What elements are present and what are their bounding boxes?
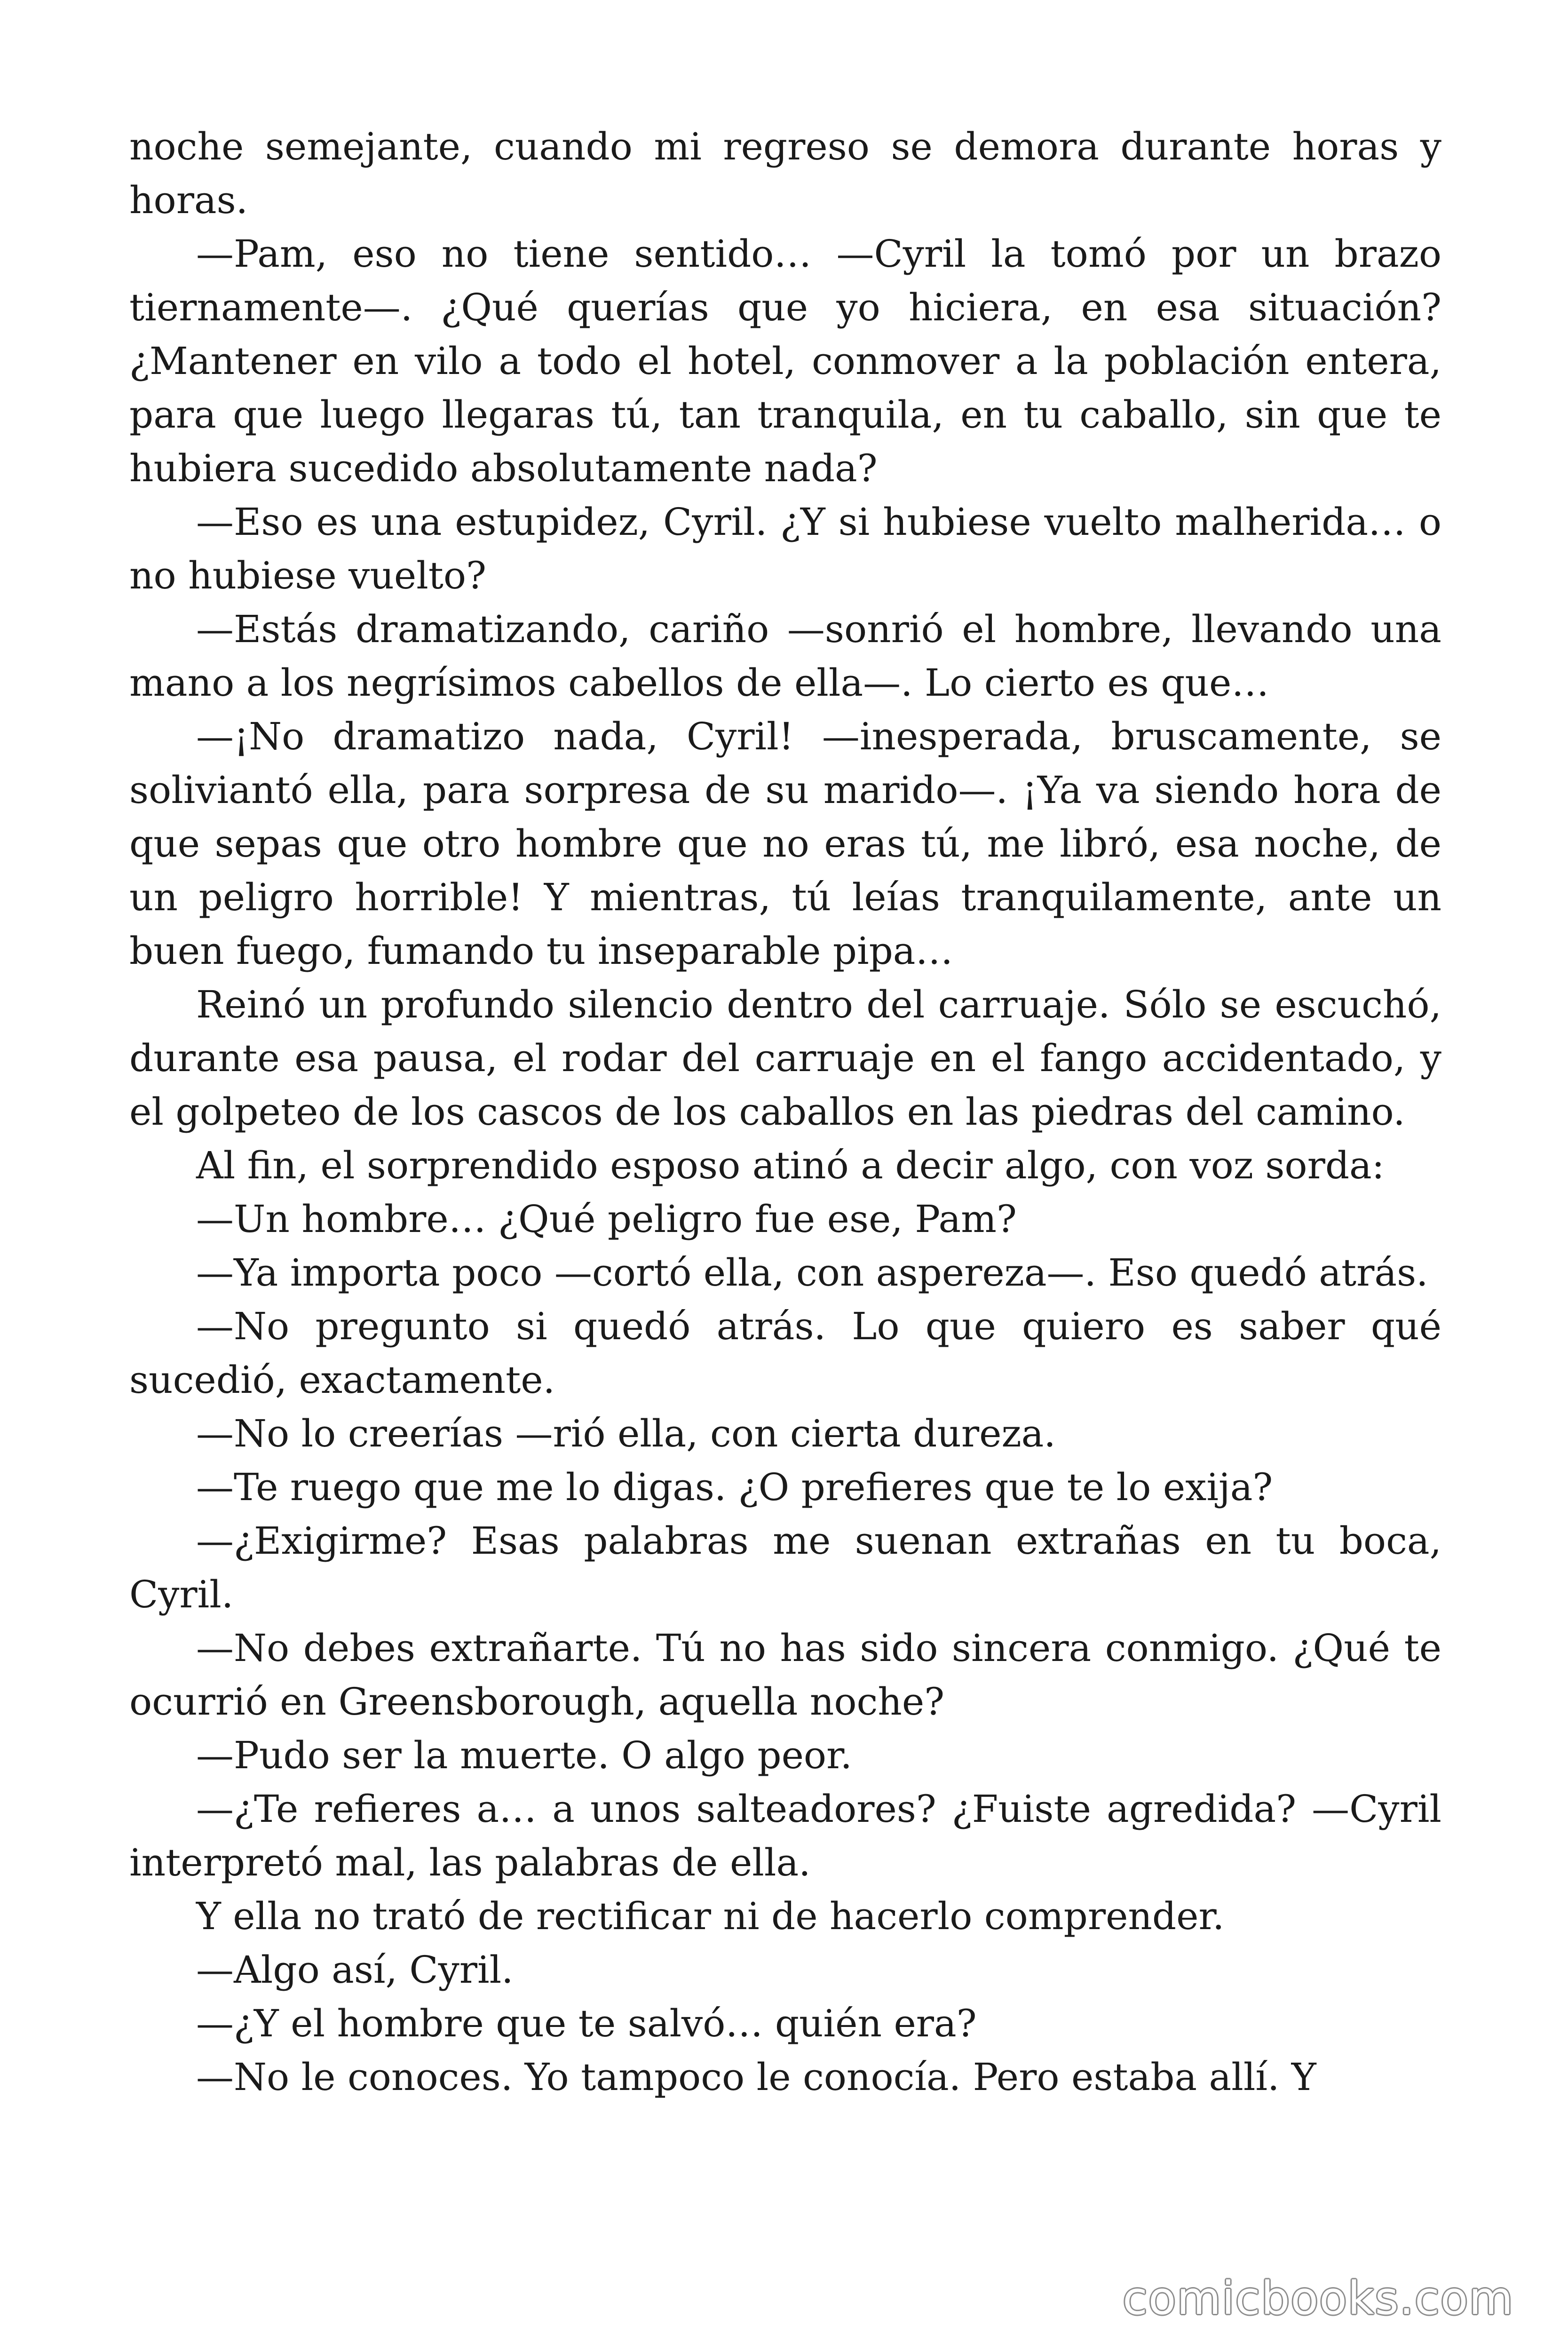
paragraph: —Eso es una estupidez, Cyril. ¿Y si hubiese vuelto malherida… o no hubiese vuelto? xyxy=(129,500,1441,597)
paragraph: Reinó un profundo silencio dentro del carruaje. Sólo se escuchó, durante esa pausa, el rodar del carruaje en el fango accidentado, y el golpeteo de los cascos de los caballos en las piedras del camino. xyxy=(129,983,1441,1134)
paragraph: Al fin, el sorprendido esposo atinó a decir algo, con voz sorda: xyxy=(196,1144,1385,1187)
watermark: comicbooks.com xyxy=(1122,2272,1514,2325)
paragraph: —Te ruego que me lo digas. ¿O prefieres que te lo exija? xyxy=(196,1465,1273,1509)
paragraph: noche semejante, cuando mi regreso se demora durante horas y horas. xyxy=(129,125,1441,222)
body-text xyxy=(129,120,1441,2104)
paragraph: Y ella no trató de rectificar ni de hacerlo comprender. xyxy=(196,1894,1225,1938)
paragraph: —No le conoces. Yo tampoco le conocía. Pero estaba allí. Y xyxy=(196,2055,1316,2099)
paragraph: —Pam, eso no tiene sentido… —Cyril la tomó por un brazo tiernamente—. ¿Qué querías que yo hiciera, en esa situación? ¿Mantener en vilo a todo el hotel, conmover a la población entera, para que luego llegaras tú, tan tranquila, en tu caballo, sin que te hubiera sucedido absolutamente nada? xyxy=(129,232,1441,490)
paragraph: —No pregunto si quedó atrás. Lo que quiero es saber qué sucedió, exactamente. xyxy=(129,1304,1441,1402)
paragraph: —¡No dramatizo nada, Cyril! —inesperada, bruscamente, se soliviantó ella, para sorpresa de su marido—. ¡Ya va siendo hora de que sepas que otro hombre que no eras tú, me libró, esa noche, de un peligro horrible! Y mientras, tú leías tranquilamente, ante un buen fuego, fumando tu inseparable pipa… xyxy=(129,715,1441,973)
paragraph: —¿Y el hombre que te salvó… quién era? xyxy=(196,2002,977,2045)
paragraph: —Estás dramatizando, cariño —sonrió el hombre, llevando una mano a los negrísimos cabellos de ella—. Lo cierto es que… xyxy=(129,607,1441,705)
paragraph: —Ya importa poco —cortó ella, con aspereza—. Eso quedó atrás. xyxy=(196,1251,1428,1295)
paragraph: —¿Te refieres a… a unos salteadores? ¿Fuiste agredida? —Cyril interpretó mal, las palabras de ella. xyxy=(129,1787,1441,1884)
paragraph: —Un hombre… ¿Qué peligro fue ese, Pam? xyxy=(196,1197,1017,1241)
paragraph: —¿Exigirme? Esas palabras me suenan extrañas en tu boca, Cyril. xyxy=(129,1519,1441,1616)
paragraph: —Algo así, Cyril. xyxy=(196,1948,514,1992)
paragraph: —Pudo ser la muerte. O algo peor. xyxy=(196,1733,852,1777)
paragraph: —No lo creerías —rió ella, con cierta dureza. xyxy=(196,1412,1056,1455)
paragraph: —No debes extrañarte. Tú no has sido sincera conmigo. ¿Qué te ocurrió en Greensborough, aquella noche? xyxy=(129,1626,1441,1724)
